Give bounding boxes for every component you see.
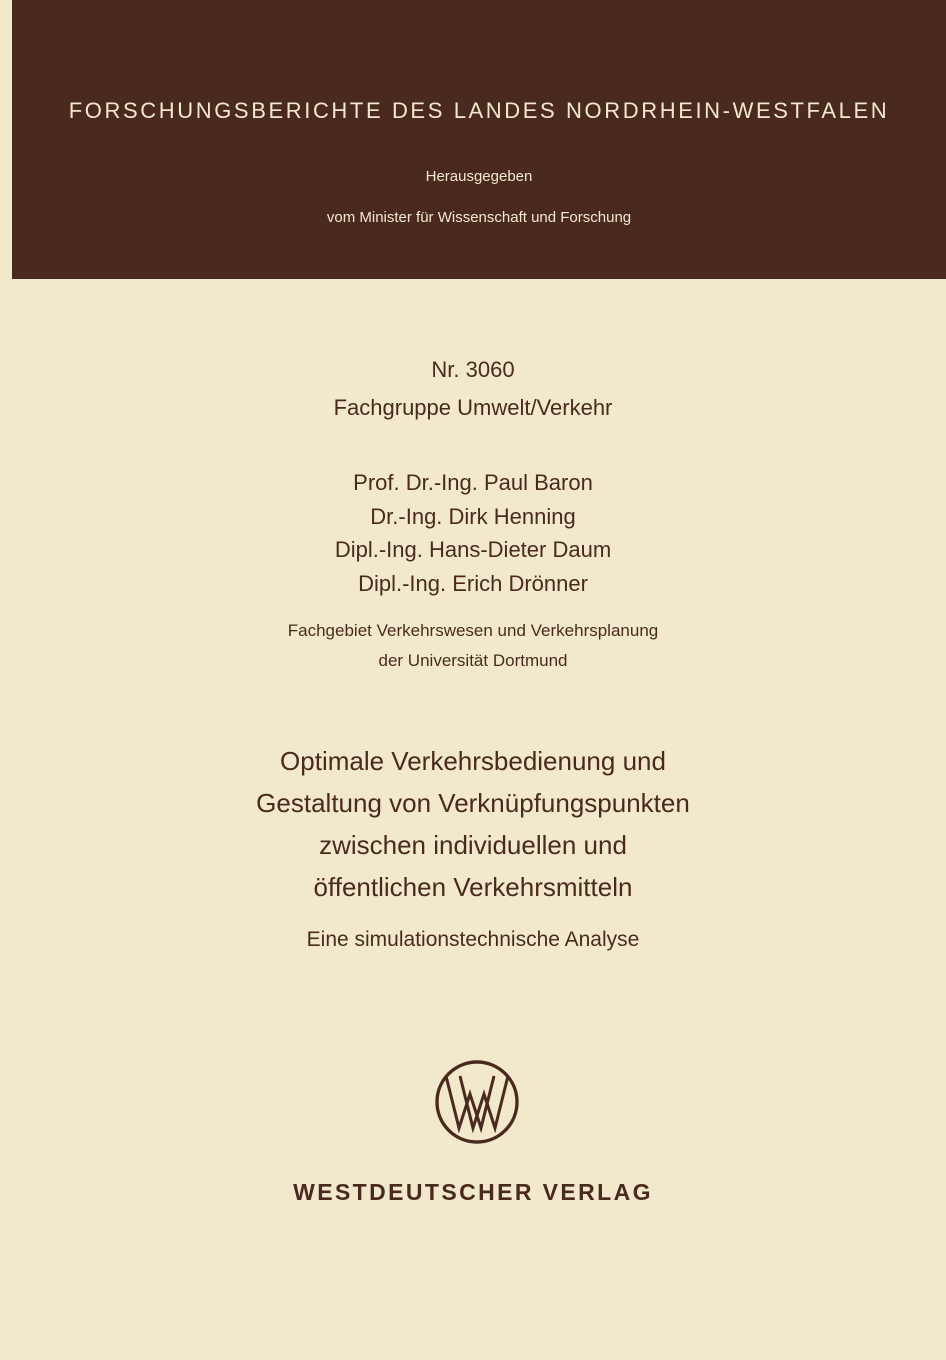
report-number: Nr. 3060 [431, 357, 515, 382]
ministry-line: vom Minister für Wissenschaft und Forschung [326, 209, 632, 226]
westdeutscher-verlag-ww-logo-icon [433, 1058, 521, 1146]
series-title: FORSCHUNGSBERICHTE DES LANDES NORDRHEIN-WESTFALEN [68, 98, 890, 123]
subject-group: Fachgruppe Umwelt/Verkehr [333, 395, 613, 420]
title-line-2: Gestaltung von Verknüpfungspunkten [256, 788, 690, 818]
title-line-4: öffentlichen Verkehrsmitteln [313, 872, 633, 902]
publisher-name: WESTDEUTSCHER VERLAG [293, 1179, 653, 1205]
author-4: Dipl.-Ing. Erich Drönner [358, 571, 588, 596]
author-2: Dr.-Ing. Dirk Henning [370, 504, 576, 529]
institution-line-1: Fachgebiet Verkehrswesen und Verkehrsplanung [287, 621, 659, 640]
title-line-1: Optimale Verkehrsbedienung und [280, 746, 666, 776]
institution-line-2: der Universität Dortmund [378, 651, 568, 670]
author-1: Prof. Dr.-Ing. Paul Baron [353, 470, 593, 495]
author-3: Dipl.-Ing. Hans-Dieter Daum [334, 537, 612, 562]
header-band [12, 0, 946, 279]
editor-line: Herausgegeben [425, 168, 533, 185]
title-line-3: zwischen individuellen und [319, 830, 627, 860]
subtitle: Eine simulationstechnische Analyse [306, 928, 640, 951]
